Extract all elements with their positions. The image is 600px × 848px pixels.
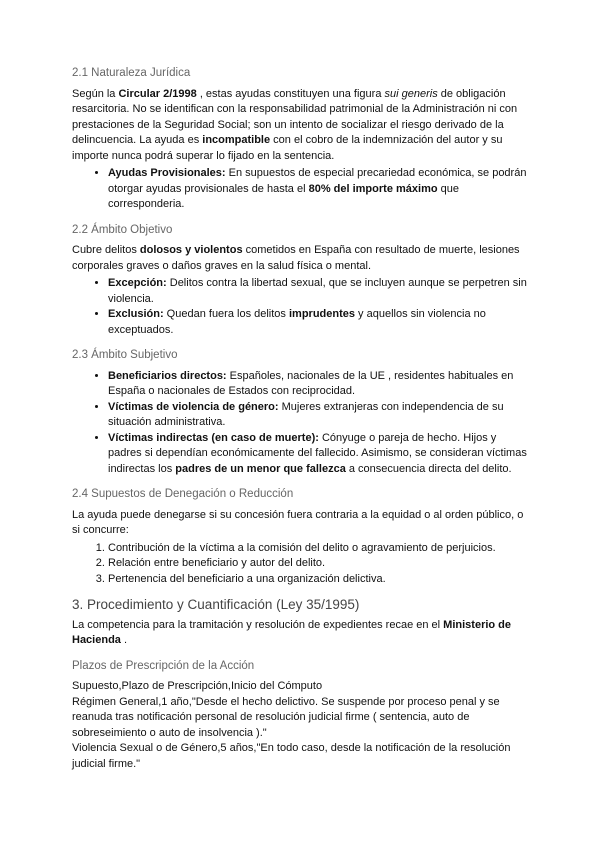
section-2-1-paragraph: Según la Circular 2/1998 , estas ayudas constituyen una figura sui generis de obligación resarcitoria. No se identifican con la responsabilidad patrimonial de la Administración ni con prestaciones de la Seguridad Social; son un intento de socializar el riesgo derivado de la delincuencia. La ayuda es incompatible con el cobro de la indemnización del autor y su importe nunca podrá superar lo fijado en la sentencia. (72, 87, 518, 162)
list-item: • Víctimas de violencia de género: Mujeres extranjeras con independencia de su situación administrativa. (108, 400, 528, 431)
list-item: • Ayudas Provisionales: En supuestos de especial precariedad económica, se podrán otorgar ayudas provisionales de hasta el 80% del importe máximo que corresponderia. (108, 166, 528, 213)
section-2-1-list (72, 166, 528, 213)
table-row: Régimen General,1 año,"Desde el hecho delictivo. Se suspende por proceso penal y se reanuda tras notificación personal de resolución judicial firme ( sentencia, auto de sobreseimiento o auto de insolvencia )." (72, 695, 500, 739)
list-item: • Beneficiarios directos: Españoles, nacionales de la UE , residentes habituales en España o nacionales de Estados con reciprocidad. (108, 369, 528, 400)
document-page (72, 66, 528, 772)
list-item: • Víctimas indirectas (en caso de muerte): Cónyuge o pareja de hecho. Hijos y padres si dependían económicamente del fallecido. Asimismo, se consideran víctimas indirectas los padres de un menor que fallezca a consecuencia directa del delito. (108, 431, 528, 478)
section-2-4-heading: 2.4 Supuestos de Denegación o Reducción (72, 488, 294, 500)
section-2-1-heading: 2.1 Naturaleza Jurídica (72, 67, 191, 79)
section-2-4-list (72, 541, 528, 588)
list-item: 1. Contribución de la víctima a la comisión del delito o agravamiento de perjuicios. (108, 541, 528, 557)
section-2-3-list (72, 369, 528, 478)
table-row: Violencia Sexual o de Género,5 años,"En todo caso, desde la notificación de la resolución judicial firme." (72, 742, 511, 770)
plazos-table-text (72, 679, 528, 772)
section-2-2-list (72, 276, 528, 338)
section-3-paragraph: La competencia para la tramitación y resolución de expedientes recae en el Ministerio de Hacienda . (72, 618, 512, 646)
section-3-heading: 3. Procedimiento y Cuantificación (Ley 35/1995) (72, 597, 360, 612)
section-2-4-paragraph: La ayuda puede denegarse si su concesión fuera contraria a la equidad o al orden público, o si concurre: (72, 508, 524, 536)
section-2-3-heading: 2.3 Ámbito Subjetivo (72, 349, 178, 361)
list-item: • Exclusión: Quedan fuera los delitos imprudentes y aquellos sin violencia no exceptuados. (108, 307, 528, 338)
list-item: 2. Relación entre beneficiario y autor del delito. (108, 556, 528, 572)
list-item: • Excepción: Delitos contra la libertad sexual, que se incluyen aunque se perpetren sin violencia. (108, 276, 528, 307)
list-item: 3. Pertenencia del beneficiario a una organización delictiva. (108, 572, 528, 588)
section-2-2-heading: 2.2 Ámbito Objetivo (72, 223, 173, 236)
plazos-heading: Plazos de Prescripción de la Acción (72, 659, 255, 672)
table-row: Supuesto,Plazo de Prescripción,Inicio del Cómputo (72, 680, 323, 692)
section-2-2-paragraph: Cubre delitos dolosos y violentos cometidos en España con resultado de muerte, lesiones corporales graves o daños graves en la salud física o mental. (72, 244, 520, 272)
